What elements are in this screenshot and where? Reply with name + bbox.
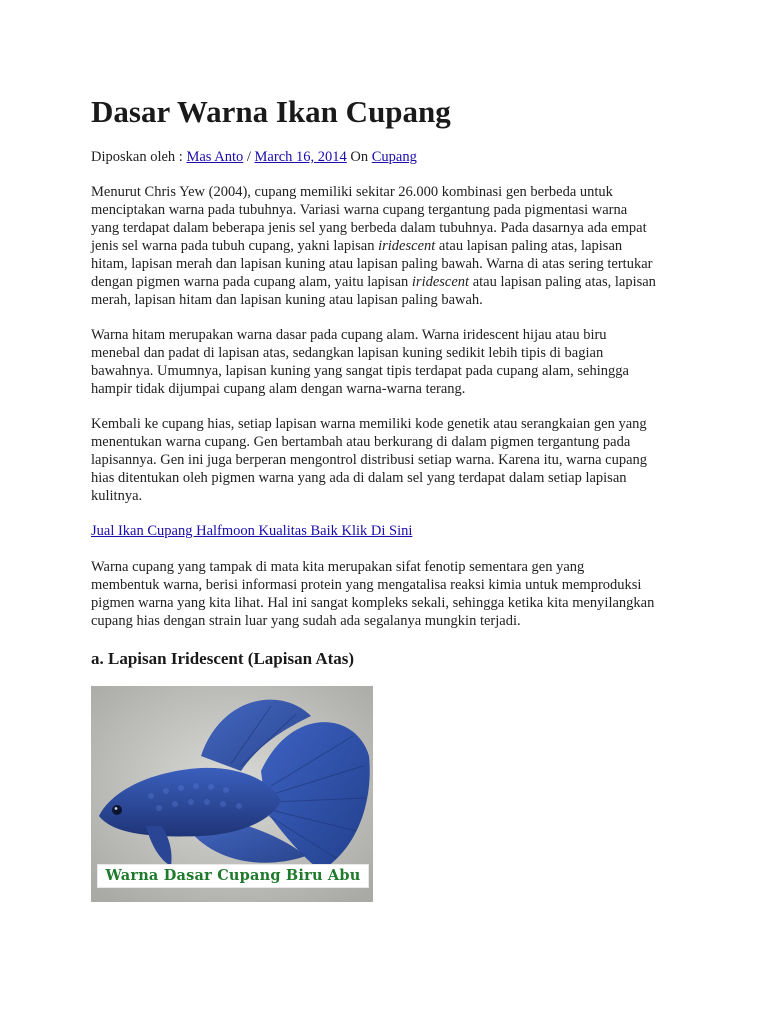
paragraph-line: hampir tidak dijumpai cupang alam dengan warna-warna terang. <box>91 381 466 397</box>
paragraph-line: menebal dan padat di lapisan atas, sedangkan lapisan kuning sedikit lebih tipis di bagian <box>91 345 604 361</box>
paragraph-line: menciptakan warna pada tubuhnya. Variasi warna cupang tergantung pada pigmentasi warna <box>91 202 628 218</box>
paragraph-line: merah, lapisan hitam dan lapisan kuning atau lapisan paling bawah. <box>91 292 483 308</box>
paragraph-line: kulitnya. <box>91 488 143 504</box>
paragraph-3 <box>91 415 691 505</box>
paragraph-line: Kembali ke cupang hias, setiap lapisan warna memiliki kode genetik atau serangkaian gen yang <box>91 416 647 432</box>
betta-fish-image <box>91 686 373 902</box>
on-label: On <box>350 149 369 165</box>
italic-term: iridescent <box>411 274 470 290</box>
paragraph-line: membentuk warna, berisi informasi protein yang mengatalisa reaksi kimia untuk memproduksi <box>91 577 642 593</box>
section-heading: a. Lapisan Iridescent (Lapisan Atas) <box>91 649 355 668</box>
paragraph-line: hitam, lapisan merah dan lapisan kuning atau lapisan paling bawah. Warna di atas sering tertukar <box>91 256 653 272</box>
paragraph-line: Warna hitam merupakan warna dasar pada cupang alam. Warna iridescent hijau atau biru <box>91 327 607 343</box>
figure-caption: Warna Dasar Cupang Biru Abu <box>97 864 369 888</box>
author-link[interactable]: Mas Anto <box>186 149 244 165</box>
promo-link[interactable]: Jual Ikan Cupang Halfmoon Kualitas Baik Klik Di Sini <box>91 523 413 539</box>
text-run: atau lapisan paling atas, lapisan <box>469 274 656 290</box>
paragraph-line: hias ditentukan oleh pigmen warna yang ada di dalam sel yang terdapat dalam setiap lapisan <box>91 470 627 486</box>
paragraph-line: Warna cupang yang tampak di mata kita merupakan sifat fenotip sementara gen yang <box>91 559 585 575</box>
meta-separator: / <box>246 149 251 165</box>
paragraph-line: Menurut Chris Yew (2004), cupang memiliki sekitar 26.000 kombinasi gen berbeda untuk <box>91 184 613 200</box>
paragraph-line: yang terdapat dalam beberapa jenis sel yang berbeda dalam tubuhnya. Pada dasarnya ada empat <box>91 220 647 236</box>
text-run: atau lapisan paling atas, lapisan <box>435 238 623 254</box>
paragraph-line: cupang hias dengan strain luar yang sudah ada segalanya mungkin terjadi. <box>91 613 521 629</box>
paragraph-line: menentukan warna cupang. Gen bertambah atau berkurang di dalam pigmen tergantung pada <box>91 434 631 450</box>
paragraph-line <box>91 273 691 291</box>
paragraph-line <box>91 237 691 255</box>
paragraph-1 <box>91 183 691 309</box>
paragraph-line: pigmen warna yang kita lihat. Hal ini sangat kompleks sekali, sehingga ketika kita menyilangkan <box>91 595 655 611</box>
paragraph-4 <box>91 558 691 630</box>
post-meta <box>91 148 417 166</box>
article-title: Dasar Warna Ikan Cupang <box>91 94 451 129</box>
paragraph-line: lapisannya. Gen ini juga berperan mengontrol distribusi setiap warna. Karena itu, warna cupang <box>91 452 648 468</box>
promo-line <box>91 522 691 540</box>
text-run: dengan pigmen warna pada cupang alam, yaitu lapisan <box>91 274 412 290</box>
paragraph-line: bawahnya. Umumnya, lapisan kuning yang sangat tipis terdapat pada cupang alam, sehingga <box>91 363 629 379</box>
category-link[interactable]: Cupang <box>371 149 417 165</box>
posted-by-label: Diposkan oleh : <box>91 149 183 165</box>
italic-term: iridescent <box>378 238 436 254</box>
paragraph-2 <box>91 326 691 398</box>
text-run: jenis sel warna pada tubuh cupang, yakni lapisan <box>91 238 379 254</box>
date-link[interactable]: March 16, 2014 <box>254 149 347 165</box>
